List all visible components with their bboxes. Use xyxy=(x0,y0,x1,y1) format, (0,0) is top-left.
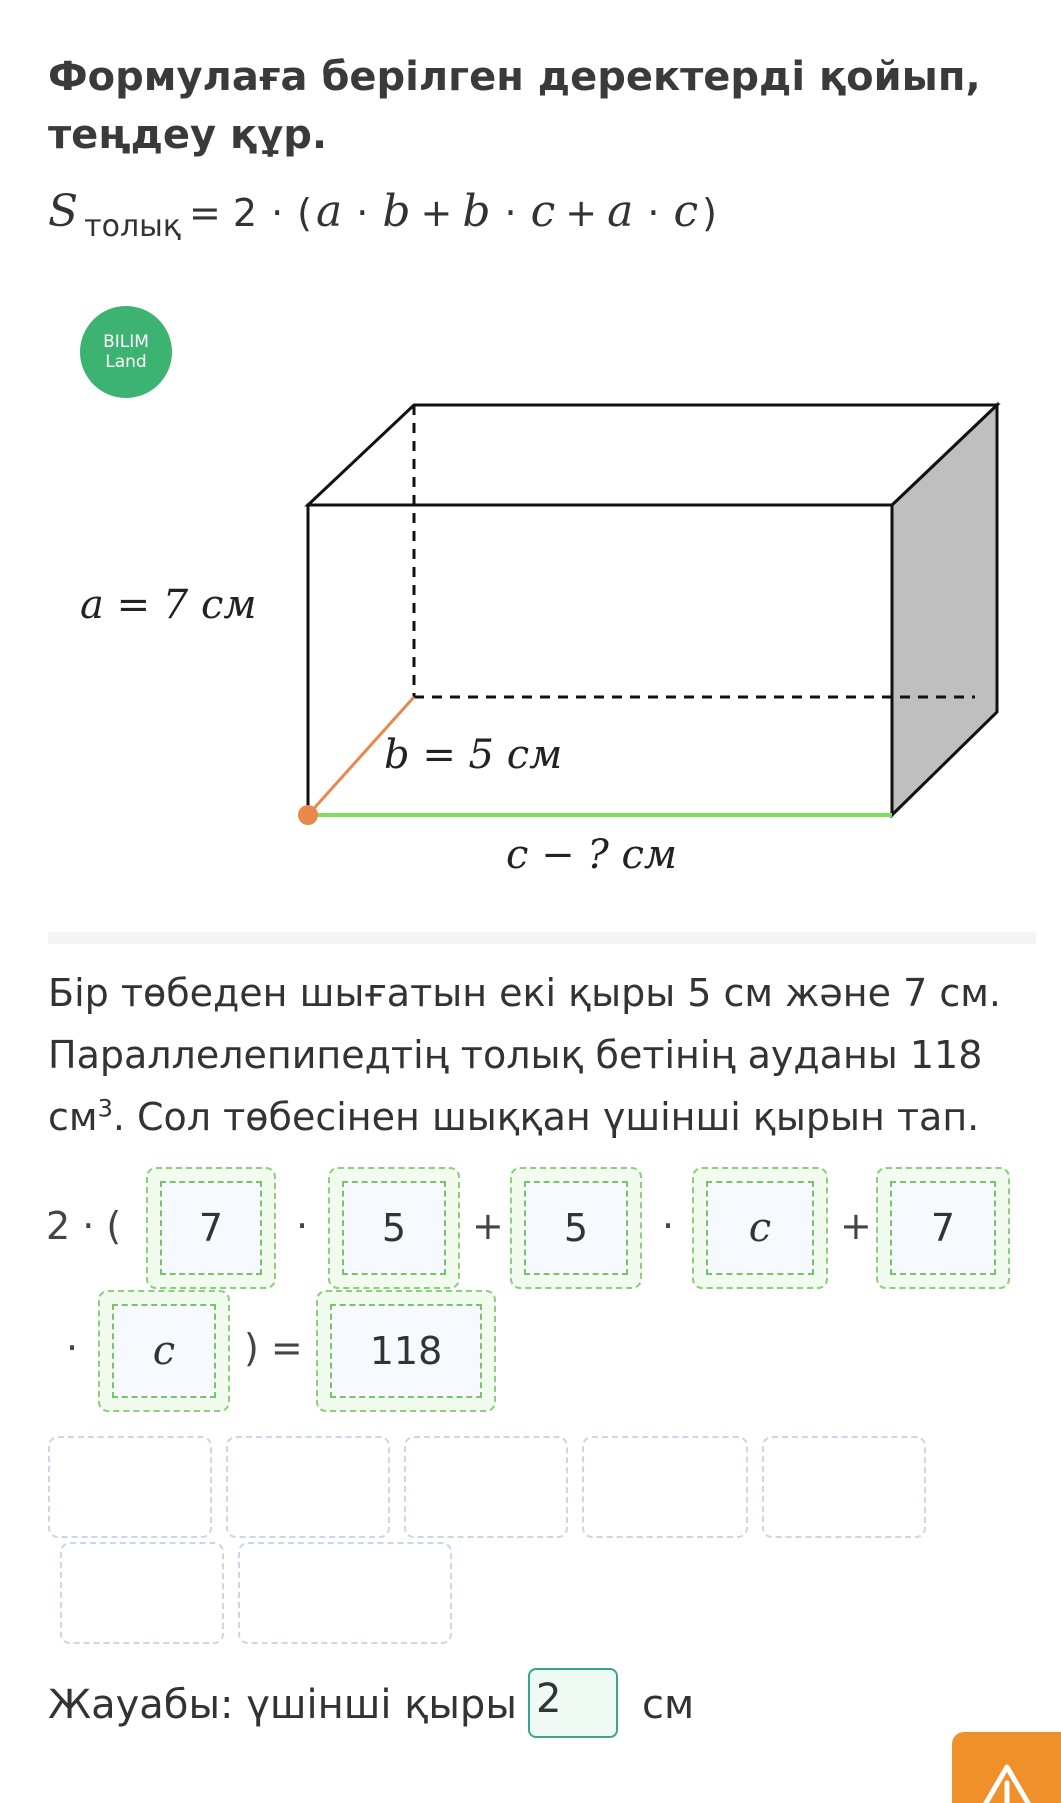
formula-s: S xyxy=(48,186,79,237)
section-divider xyxy=(48,932,1036,944)
equation-slot-5[interactable] xyxy=(876,1167,1010,1289)
unit-exponent: 3 xyxy=(97,1094,113,1123)
formula-part: · xyxy=(647,191,660,235)
empty-bank-slot[interactable] xyxy=(582,1436,748,1538)
label-b: b = 5 см xyxy=(384,732,563,778)
formula-part: b xyxy=(382,186,411,237)
answer-card[interactable]: 118 xyxy=(330,1304,482,1398)
answer-card[interactable]: 7 xyxy=(890,1181,996,1275)
logo-line-1: BILIM xyxy=(103,332,149,352)
formula-part: ( xyxy=(297,191,312,235)
answer-card[interactable]: 5 xyxy=(524,1181,628,1275)
answer-card[interactable]: 5 xyxy=(342,1181,446,1275)
formula-part: · xyxy=(271,191,284,235)
equation-slot-1[interactable] xyxy=(146,1167,276,1289)
empty-bank-slot[interactable] xyxy=(404,1436,568,1538)
answer-card[interactable]: c xyxy=(706,1181,814,1275)
operator-plus: + xyxy=(840,1204,872,1248)
answer-card[interactable]: c xyxy=(112,1304,216,1398)
formula-part: b xyxy=(462,186,491,237)
report-button[interactable] xyxy=(952,1732,1061,1803)
answer-input[interactable]: 2 xyxy=(528,1668,618,1738)
label-a: a = 7 см xyxy=(80,582,257,628)
logo-line-2: Land xyxy=(105,352,147,372)
formula-part: a xyxy=(316,186,343,237)
surface-area-formula xyxy=(48,186,719,246)
formula-part: c xyxy=(673,186,699,237)
vertex-point xyxy=(298,805,318,825)
equation-slot-4[interactable] xyxy=(692,1167,828,1289)
formula-part: · xyxy=(356,191,369,235)
formula-part: a xyxy=(607,186,634,237)
empty-bank-slot[interactable] xyxy=(60,1542,224,1644)
formula-part: · xyxy=(504,191,517,235)
answer-label: Жауабы: үшінші қыры xyxy=(48,1682,517,1728)
operator-dot: · xyxy=(66,1326,79,1370)
formula-part: ) xyxy=(702,191,717,235)
top-face xyxy=(308,405,997,505)
formula-subscript: толық xyxy=(84,209,181,244)
equation-slot-2[interactable] xyxy=(328,1167,460,1289)
operator-close-equals: ) = xyxy=(244,1326,303,1370)
equation-lead: 2 · ( xyxy=(46,1204,122,1248)
label-c: c − ? см xyxy=(506,832,678,878)
empty-bank-slot[interactable] xyxy=(762,1436,926,1538)
empty-bank-slot[interactable] xyxy=(226,1436,390,1538)
warning-icon xyxy=(975,1763,1039,1803)
parallelepiped-figure xyxy=(60,380,1020,900)
formula-part: c xyxy=(530,186,556,237)
empty-bank-slot[interactable] xyxy=(48,1436,212,1538)
formula-part: + xyxy=(565,191,598,235)
unit-text: см xyxy=(48,1095,98,1139)
answer-unit: см xyxy=(642,1682,695,1728)
equation-slot-6[interactable] xyxy=(98,1290,230,1412)
problem-line-2: Параллелепипедтің толық бетінің ауданы 118 xyxy=(48,1033,983,1077)
problem-text xyxy=(48,962,1038,1148)
formula-part: + xyxy=(420,191,453,235)
answer-card[interactable]: 7 xyxy=(160,1181,262,1275)
problem-line-1: Бір төбеден шығатын екі қыры 5 см және 7 см. xyxy=(48,971,1001,1015)
operator-dot: · xyxy=(662,1204,675,1248)
task-title: Формулаға берілген деректерді қойып, теңдеу құр. xyxy=(48,54,981,158)
formula-part: = 2 xyxy=(188,191,258,235)
equation-slot-3[interactable] xyxy=(510,1167,642,1289)
problem-line-3-rest: . Сол төбесінен шыққан үшінші қырын тап. xyxy=(112,1095,980,1139)
empty-bank-slot[interactable] xyxy=(238,1542,452,1644)
operator-plus: + xyxy=(472,1204,504,1248)
problem-line-3 xyxy=(48,1086,1038,1148)
equation-slot-7[interactable] xyxy=(316,1290,496,1412)
operator-dot: · xyxy=(296,1204,309,1248)
